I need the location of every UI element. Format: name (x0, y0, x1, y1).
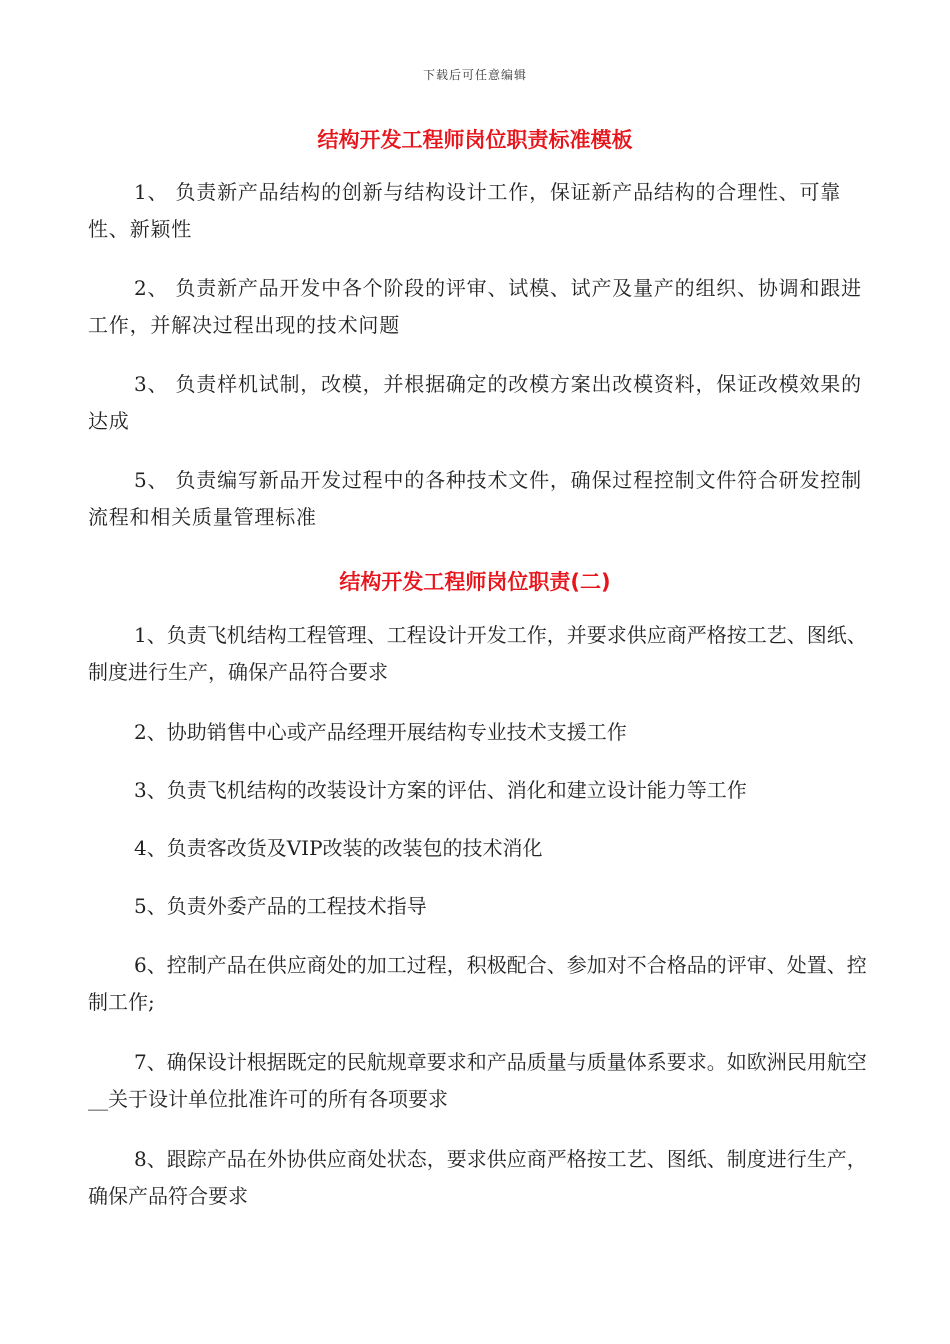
section-2-item: 6、控制产品在供应商处的加工过程，积极配合、参加对不合格品的评审、处置、控制工作; (88, 953, 867, 1014)
section-1-item: 2、 负责新产品开发中各个阶段的评审、试模、试产及量产的组织、协调和跟进工作，并解决过程出现的技术问题 (88, 276, 862, 337)
header-note: 下载后可任意编辑 (422, 68, 527, 82)
section-1-item: 1、 负责新产品结构的创新与结构设计工作，保证新产品结构的合理性、可靠性、新颖性 (88, 180, 842, 241)
section-1-item: 5、 负责编写新品开发过程中的各种技术文件，确保过程控制文件符合研发控制流程和相关质量管理标准 (88, 468, 862, 529)
section-2-item: 2、协助销售中心或产品经理开展结构专业技术支援工作 (134, 720, 627, 744)
section-1-item: 3、 负责样机试制，改模，并根据确定的改模方案出改模资料，保证改模效果的达成 (88, 372, 862, 433)
section-2-item: 7、确保设计根据既定的民航规章要求和产品质量与质量体系要求。如欧洲民用航空__关于设计单位批准许可的所有各项要求 (88, 1050, 867, 1111)
section-2-title: 结构开发工程师岗位职责(二) (339, 570, 611, 594)
section-2-item: 3、负责飞机结构的改装设计方案的评估、消化和建立设计能力等工作 (134, 778, 747, 802)
section-1-title: 结构开发工程师岗位职责标准模板 (317, 128, 633, 152)
section-2-item: 8、跟踪产品在外协供应商处状态，要求供应商严格按工艺、图纸、制度进行生产，确保产品符合要求 (88, 1147, 867, 1208)
section-2-item: 5、负责外委产品的工程技术指导 (134, 894, 427, 918)
section-2-item: 1、负责飞机结构工程管理、工程设计开发工作，并要求供应商严格按工艺、图纸、制度进行生产，确保产品符合要求 (88, 623, 867, 684)
section-2-item: 4、负责客改货及VIP改装的改装包的技术消化 (134, 836, 543, 860)
